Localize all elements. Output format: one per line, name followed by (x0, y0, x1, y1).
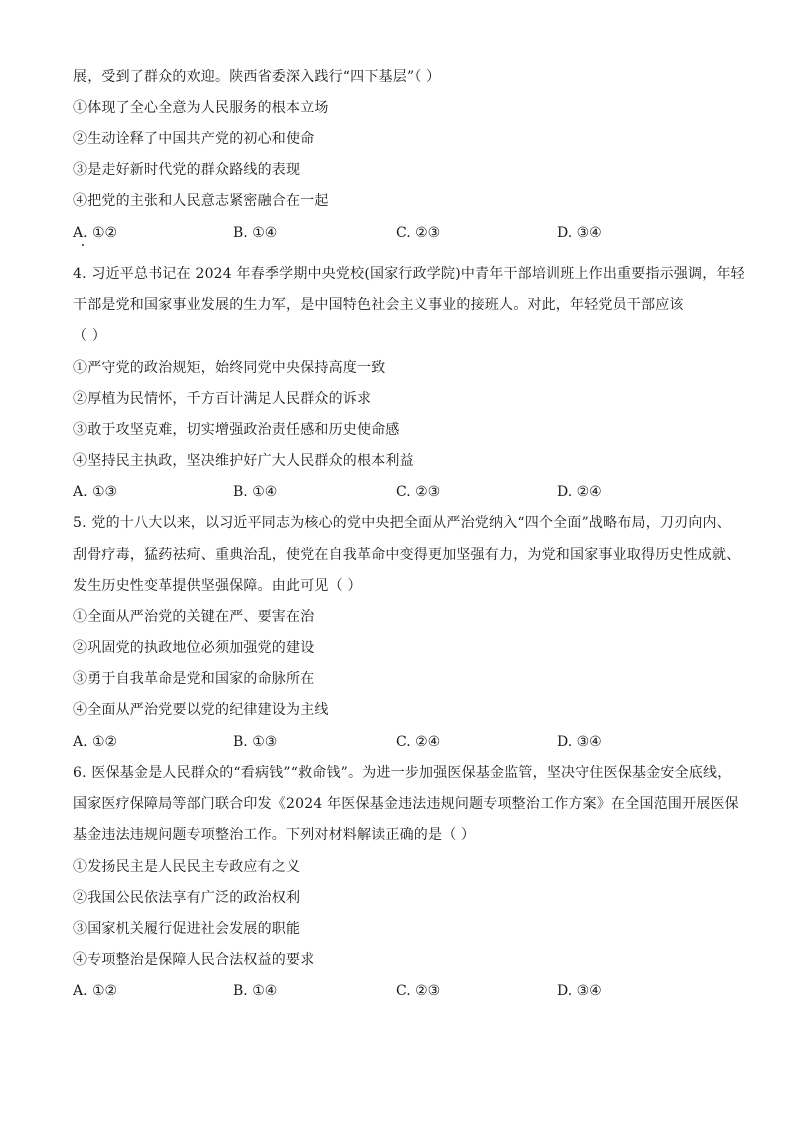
q4-stem-line: （ ） (73, 328, 107, 344)
q6-item: ④专项整治是保障人民合法权益的要求 (73, 952, 315, 968)
q6-stem-line: 国家医疗保障局等部门联合印发《2024 年医保基金违法违规问题专项整治工作方案》在全国范围开展医保 (73, 796, 739, 812)
q6-stem-line: 6. 医保基金是人民群众的“看病钱”“救命钱”。为进一步加强医保基金监管，坚决守住医保基金安全底线， (73, 765, 732, 781)
q4-item: ④坚持民主执政，坚决维护好广大人民群众的根本利益 (73, 453, 414, 469)
q5-option-d: D. ③④ (557, 734, 602, 750)
q3-option-a: A. ①② (73, 225, 118, 241)
q5-option-c: C. ②④ (396, 734, 441, 750)
q4-option-d: D. ②④ (557, 484, 602, 500)
q6-item: ①发扬民主是人民民主专政应有之义 (73, 859, 301, 875)
q4-item: ③敢于攻坚克难，切实增强政治责任感和历史使命感 (73, 422, 400, 438)
q3-option-c: C. ②③ (396, 225, 441, 241)
q5-item: ④全面从严治党要以党的纪律建设为主线 (73, 702, 329, 718)
q3-item: ④把党的主张和人民意志紧密融合在一起 (73, 193, 329, 209)
q6-option-d: D. ③④ (557, 983, 602, 999)
q4-item: ①严守党的政治规矩，始终同党中央保持高度一致 (73, 360, 386, 376)
q6-item: ③国家机关履行促进社会发展的职能 (73, 921, 301, 937)
q3-option-d: D. ③④ (557, 225, 602, 241)
q6-option-b: B. ①④ (233, 983, 278, 999)
q4-item: ②厚植为民情怀，千方百计满足人民群众的诉求 (73, 391, 372, 407)
q6-stem-line: 基金违法违规问题专项整治工作。下列对材料解读正确的是（ ） (73, 827, 476, 843)
stray-dot (82, 244, 84, 246)
q4-option-a: A. ①③ (73, 484, 118, 500)
q5-item: ③勇于自我革命是党和国家的命脉所在 (73, 671, 315, 687)
q5-stem-line: 5. 党的十八大以来，以习近平同志为核心的党中央把全面从严治党纳入“四个全面”战略布局，刀刃向内、 (73, 515, 731, 531)
q6-option-c: C. ②③ (396, 983, 441, 999)
q5-stem-line: 刮骨疗毒，猛药祛疴、重典治乱，使党在自我革命中变得更加坚强有力，为党和国家事业取得历史性成就、 (73, 547, 741, 563)
q5-item: ②巩固党的执政地位必须加强党的建设 (73, 640, 315, 656)
q3-item: ③是走好新时代党的群众路线的表现 (73, 162, 301, 178)
q5-option-b: B. ①③ (233, 734, 278, 750)
q6-item: ②我国公民依法享有广泛的政治权利 (73, 890, 301, 906)
q3-item: ①体现了全心全意为人民服务的根本立场 (73, 100, 329, 116)
q4-stem-line: 干部是党和国家事业发展的生力军，是中国特色社会主义事业的接班人。对此，年轻党员干部应该 (73, 297, 684, 313)
q5-stem-line: 发生历史性变革提供坚强保障。由此可见（ ） (73, 578, 362, 594)
q5-option-a: A. ①② (73, 734, 118, 750)
q3-stem-line: 展，受到了群众的欢迎。陕西省委深入践行“四下基层”（ ） (73, 69, 441, 85)
q4-option-c: C. ②③ (396, 484, 441, 500)
q3-option-b: B. ①④ (233, 225, 278, 241)
q3-item: ②生动诠释了中国共产党的初心和使命 (73, 131, 315, 147)
q4-option-b: B. ①④ (233, 484, 278, 500)
q4-stem-line: 4. 习近平总书记在 2024 年春季学期中央党校(国家行政学院)中青年干部培训班上作出重要指示强调，年轻 (73, 266, 745, 282)
q5-item: ①全面从严治党的关键在严、要害在治 (73, 609, 315, 625)
q6-option-a: A. ①② (73, 983, 118, 999)
